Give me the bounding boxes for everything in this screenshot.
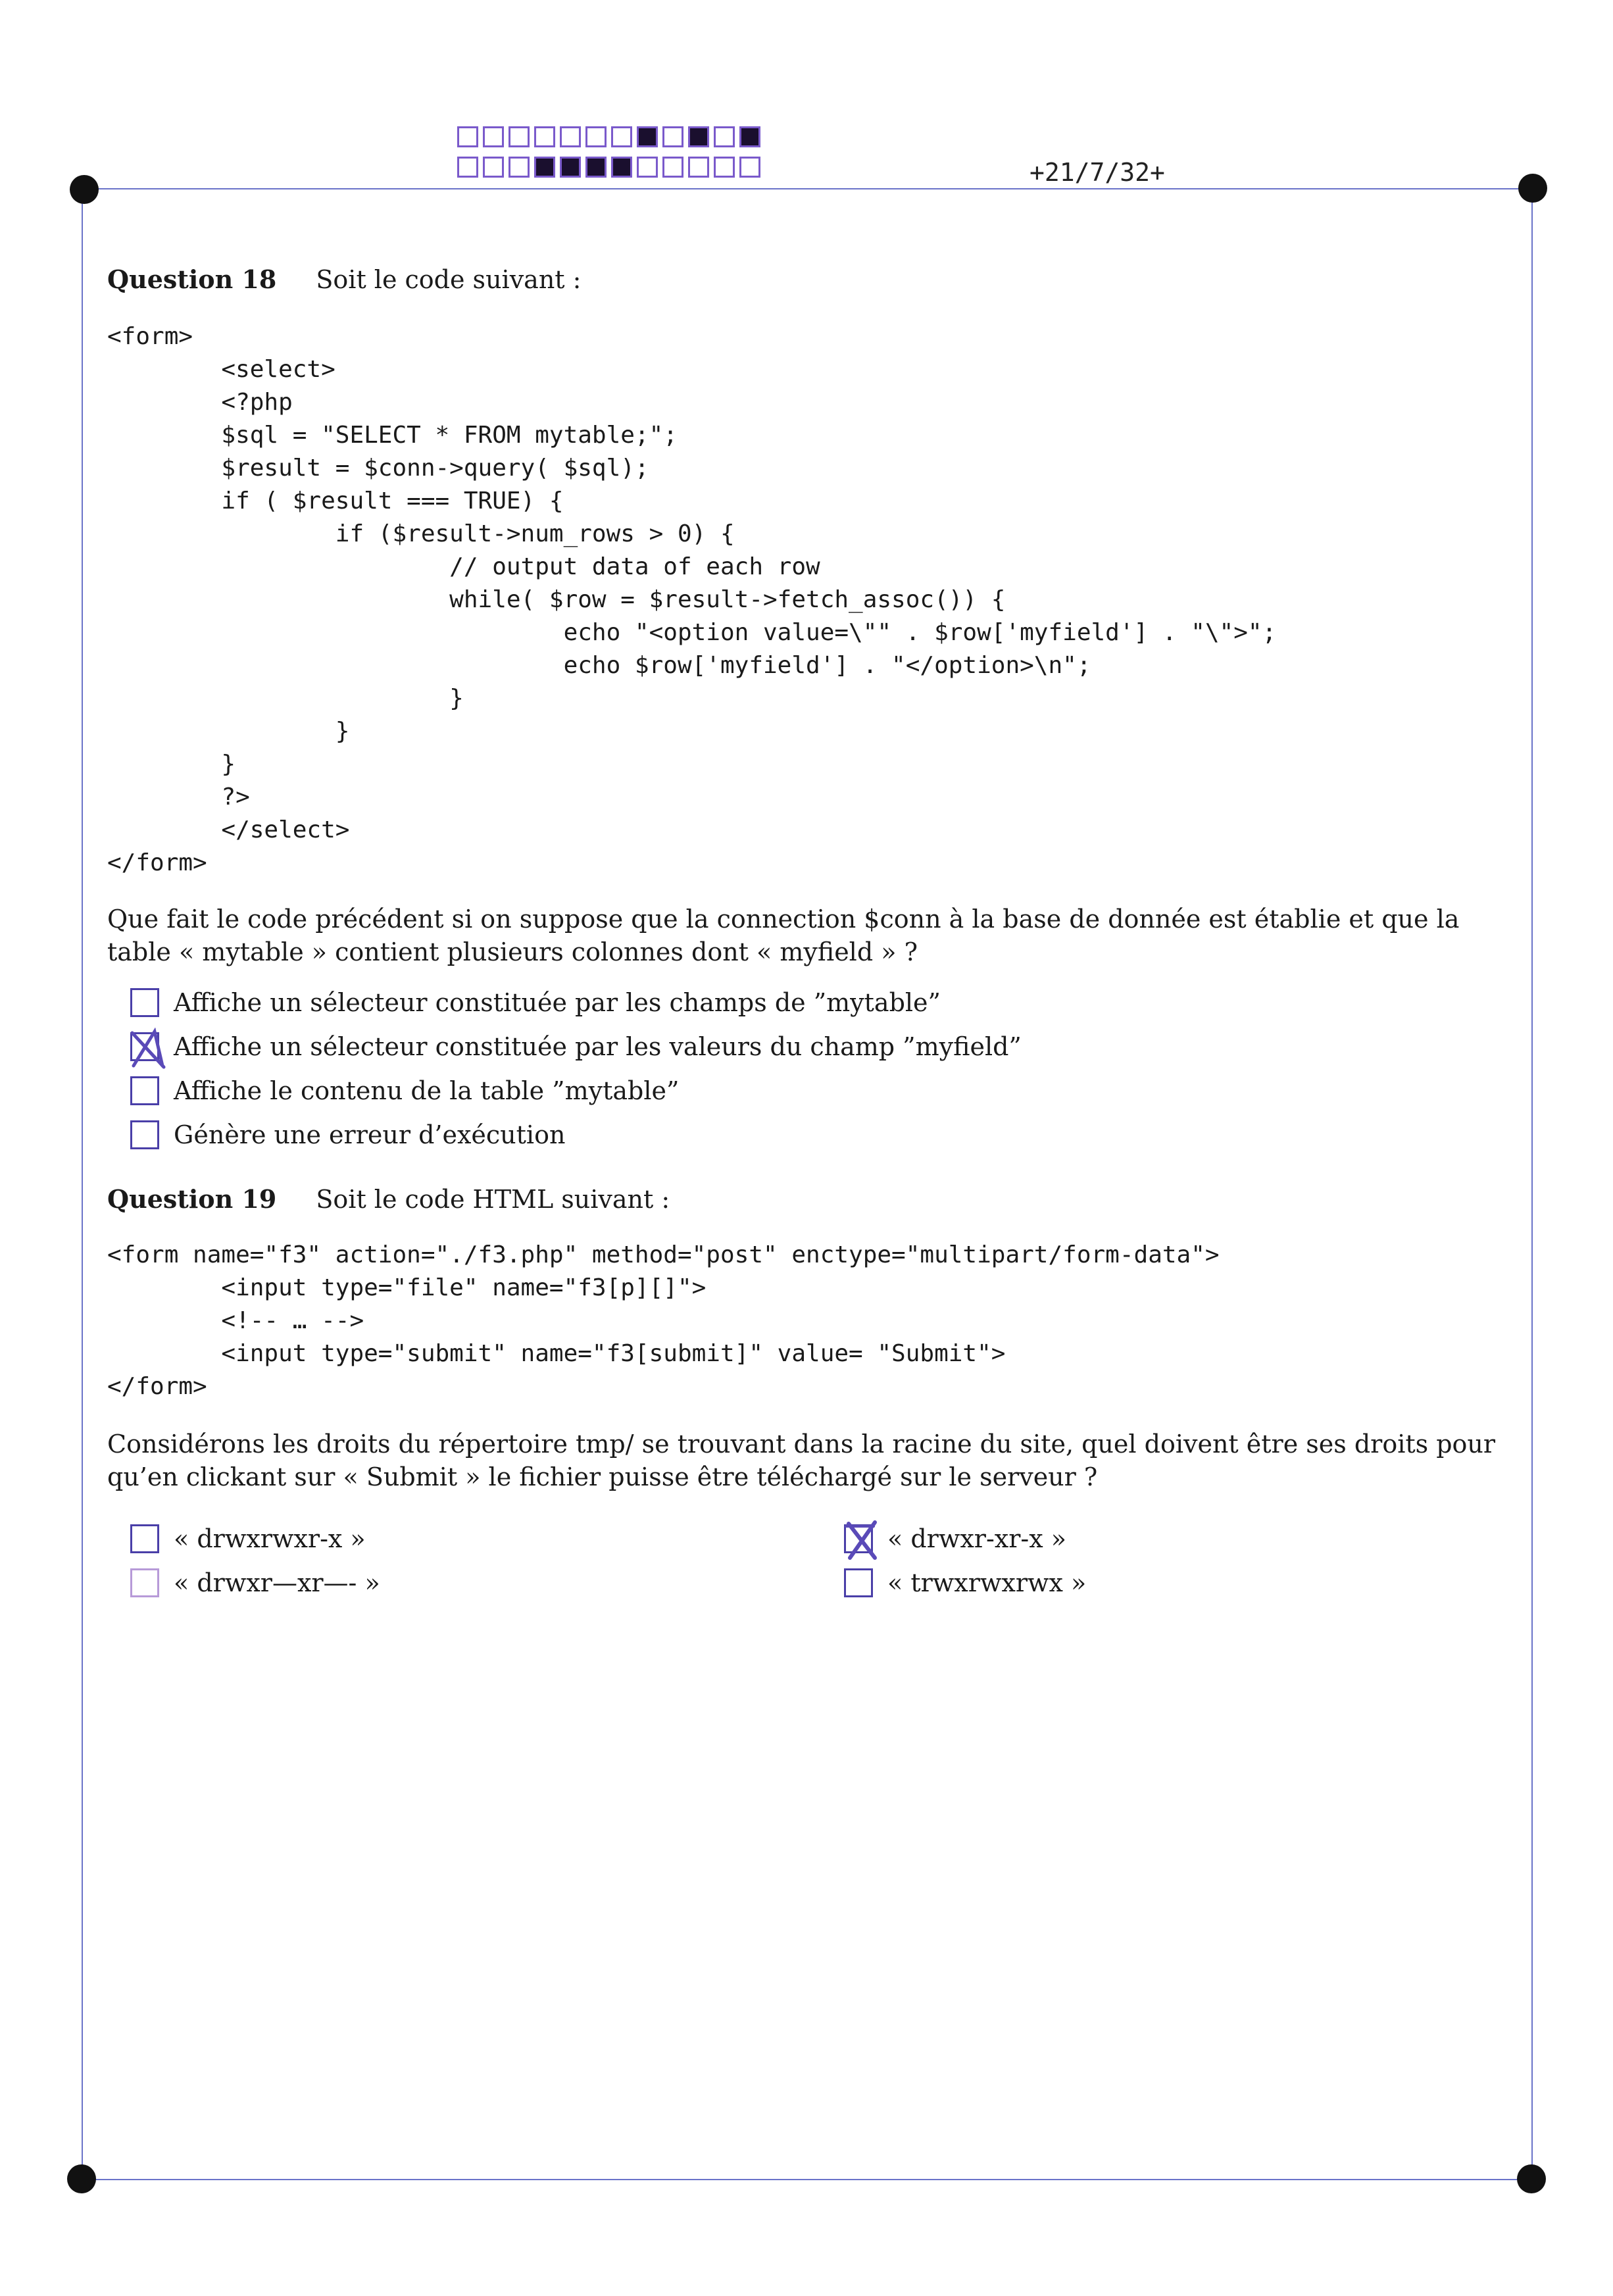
question-19-option-3[interactable]: [130, 1568, 380, 1597]
question-19-text: Considérons les droits du répertoire tmp/ se trouvant dans la racine du site, quel doivent être ses droits pour qu’en clickant sur « Submit » le fichier puisse être téléchargé sur le serveur ?: [107, 1430, 1496, 1491]
question-18-header: [107, 264, 581, 294]
question-19-label: Question 19: [107, 1184, 277, 1214]
option-label: « trwxrwxrwx »: [887, 1568, 1087, 1597]
corner-dot-bottom-left: [67, 2164, 96, 2193]
question-19-code: <form name="f3" action="./f3.php" method="post" enctype="multipart/form-data"> <input type="file" name="f3[p][]"> <!-- … --> <input type="submit" name="f3[submit]" value= "Submit"> </form>: [107, 1241, 1220, 1400]
checkbox-checked[interactable]: [130, 1032, 159, 1061]
checkbox[interactable]: [130, 988, 159, 1017]
checkbox[interactable]: [130, 1120, 159, 1149]
code-cell-empty: [509, 157, 530, 178]
code-cell-empty: [509, 126, 530, 147]
question-19-header: [107, 1184, 670, 1214]
option-label: Affiche un sélecteur constituée par les valeurs du champ ”myfield”: [174, 1032, 1022, 1061]
frame-bottom-line: [80, 2179, 1534, 2180]
code-cell-empty: [637, 157, 658, 178]
code-cell-empty: [585, 126, 607, 147]
option-label: « drwxr—xr—- »: [174, 1568, 380, 1597]
code-cell-empty: [457, 157, 478, 178]
corner-dot-top-left: [70, 175, 99, 204]
code-cell-filled: [688, 126, 709, 147]
question-19-option-1[interactable]: [130, 1524, 366, 1553]
code-cell-empty: [483, 157, 504, 178]
cross-mark-icon: [128, 1028, 168, 1070]
code-cell-empty: [739, 157, 760, 178]
corner-dot-top-right: [1518, 174, 1547, 203]
option-label: « drwxrwxr-x »: [174, 1524, 366, 1553]
checkbox[interactable]: [130, 1076, 159, 1105]
code-cell-empty: [483, 126, 504, 147]
option-label: Génère une erreur d’exécution: [174, 1120, 566, 1149]
code-cell-filled: [637, 126, 658, 147]
question-18-option-4[interactable]: [130, 1120, 565, 1149]
question-18-intro: Soit le code suivant :: [316, 265, 582, 294]
checkbox-checked[interactable]: [844, 1524, 873, 1553]
code-cell-empty: [714, 157, 735, 178]
code-cell-filled: [534, 157, 555, 178]
code-cell-filled: [611, 157, 632, 178]
code-cell-empty: [688, 157, 709, 178]
question-19-option-4[interactable]: [844, 1568, 1086, 1597]
code-cell-filled: [739, 126, 760, 147]
question-19-intro: Soit le code HTML suivant :: [316, 1185, 670, 1214]
option-label: Affiche un sélecteur constituée par les champs de ”mytable”: [174, 988, 941, 1017]
frame-left-line: [82, 188, 83, 2180]
cross-mark-icon: [842, 1520, 881, 1562]
page-id: +21/7/32+: [1030, 158, 1165, 187]
corner-dot-bottom-right: [1517, 2164, 1546, 2193]
option-label: Affiche le contenu de la table ”mytable”: [174, 1076, 680, 1105]
question-18-option-1[interactable]: [130, 988, 941, 1017]
checkbox[interactable]: [844, 1568, 873, 1597]
code-cell-empty: [457, 126, 478, 147]
option-label: « drwxr-xr-x »: [887, 1524, 1066, 1553]
checkbox[interactable]: [130, 1568, 159, 1597]
code-cell-empty: [662, 126, 683, 147]
code-grid-row-1: [457, 126, 765, 147]
code-cell-filled: [585, 157, 607, 178]
question-18-text: Que fait le code précédent si on suppose que la connection $conn à la base de donnée est établie et que la table « mytable » contient plusieurs colonnes dont « myfield » ?: [107, 905, 1460, 966]
frame-right-line: [1531, 188, 1533, 2180]
checkbox[interactable]: [130, 1524, 159, 1553]
code-cell-empty: [560, 126, 581, 147]
question-18-code: <form> <select> <?php $sql = "SELECT * FROM mytable;"; $result = $conn->query( $sql); if ( $result === TRUE) { if ($result->num_rows > 0) { // output data of each row while( $row = $result->fetch_assoc()) { echo "<option value=\"" . $row['myfield'] . "\">"; echo $row['myfield'] . "</option>\n"; } } } ?> </select> </form>: [107, 323, 1277, 876]
code-cell-empty: [534, 126, 555, 147]
code-cell-empty: [714, 126, 735, 147]
question-18-option-2[interactable]: [130, 1032, 1022, 1061]
code-cell-empty: [611, 126, 632, 147]
question-19-option-2[interactable]: [844, 1524, 1066, 1553]
code-grid-row-2: [457, 157, 765, 178]
code-cell-filled: [560, 157, 581, 178]
code-cell-empty: [662, 157, 683, 178]
question-18-label: Question 18: [107, 264, 277, 294]
frame-top-line: [86, 188, 1533, 189]
question-18-option-3[interactable]: [130, 1076, 679, 1105]
